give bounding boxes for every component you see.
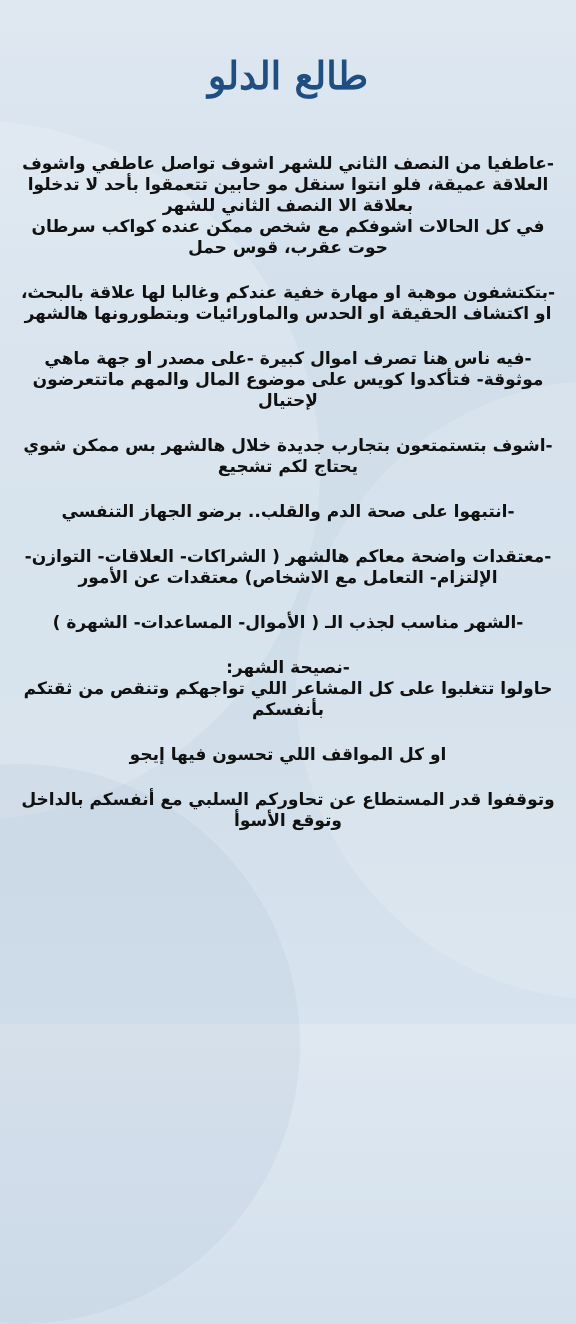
paragraph-health	[18, 502, 558, 523]
paragraph-talent	[18, 283, 558, 325]
paragraph-beliefs	[18, 547, 558, 589]
advice-heading: -نصيحة الشهر:	[226, 658, 350, 678]
advice-line: او كل المواقف اللي تحسون فيها إيجو	[129, 745, 447, 765]
paragraph-text: -عاطفيا من النصف الثاني للشهر اشوف تواصل عاطفي واشوف العلاقة عميقة، فلو انتوا سنقل مو حابين تتعمقوا بأحد لا تدخلوا بعلاقة الا النصف الثاني للشهر في كل الحالات اشوفكم مع شخص ممكن عنده كواكب سرطان حوت عقرب، قوس حمل	[22, 154, 554, 258]
advice-line: وتوقفوا قدر المستطاع عن تحاوركم السلبي مع أنفسكم بالداخل وتوقع الأسوأ	[21, 790, 555, 831]
paragraph-text: -معتقدات واضحة معاكم هالشهر ( الشراكات- العلاقات- التوازن- الإلتزام- التعامل مع الاشخاص) معتقدات عن الأمور	[24, 547, 552, 588]
paragraph-money	[18, 349, 558, 412]
paragraph-attraction	[18, 613, 558, 634]
horoscope-content	[18, 154, 558, 832]
paragraph-emotional	[18, 154, 558, 259]
paragraph-text: -الشهر مناسب لجذب الـ ( الأموال- المساعدات- الشهرة )	[52, 613, 524, 633]
paragraph-text: -بتكتشفون موهبة او مهارة خفية عندكم وغالبا لها علاقة بالبحث، او اكتشاف الحقيقة او الحدس والماورائيات وبتطورونها هالشهر	[20, 283, 556, 324]
page-title: طالع الدلو	[207, 53, 369, 98]
paragraph-text: -انتبهوا على صحة الدم والقلب.. برضو الجهاز التنفسي	[61, 502, 515, 522]
advice-line: حاولوا تتغلبوا على كل المشاعر اللي تواجهكم وتنقص من ثقتكم بأنفسكم	[23, 679, 553, 720]
paragraph-experiences	[18, 436, 558, 478]
paragraph-text: -اشوف بتستمتعون بتجارب جديدة خلال هالشهر بس ممكن شوي يحتاج لكم تشجيع	[23, 436, 553, 477]
paragraph-text: -فيه ناس هنا تصرف اموال كبيرة -على مصدر او جهة ماهي موثوقة- فتأكدوا كويس على موضوع المال والمهم ماتتعرضون لإحتيال	[32, 349, 544, 411]
